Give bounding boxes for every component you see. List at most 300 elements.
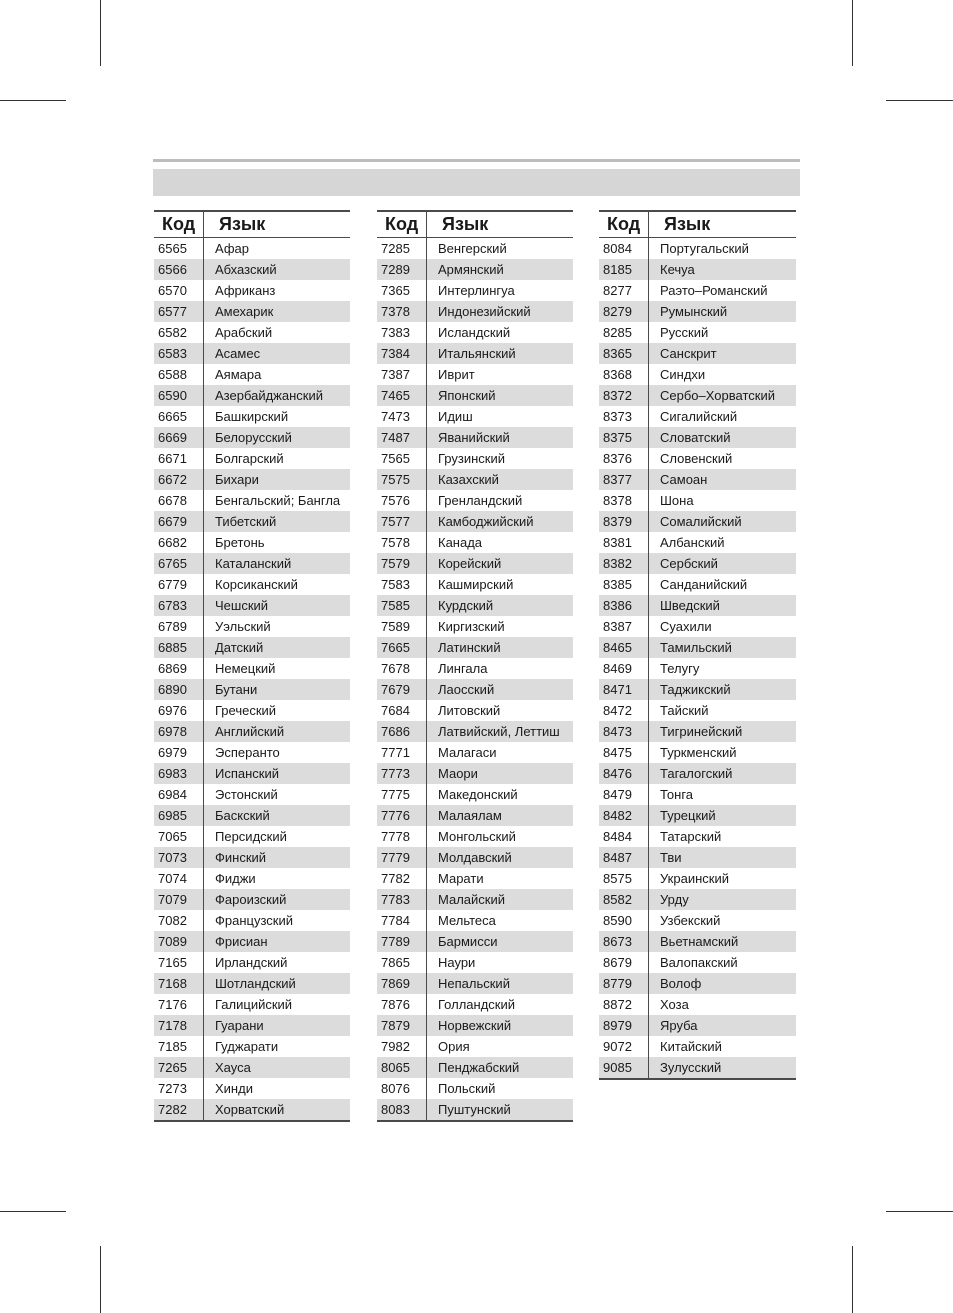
table-row xyxy=(377,469,573,490)
table-row xyxy=(377,1015,573,1036)
language-name: Канада xyxy=(438,535,483,550)
language-name: Чешский xyxy=(215,598,269,613)
language-code: 7686 xyxy=(377,721,427,742)
language-name: Эстонский xyxy=(215,787,278,802)
language-code: 6669 xyxy=(154,427,204,448)
language-code: 8372 xyxy=(599,385,649,406)
table-row xyxy=(377,973,573,994)
language-code: 6682 xyxy=(154,532,204,553)
language-code: 6783 xyxy=(154,595,204,616)
language-code: 8387 xyxy=(599,616,649,637)
language-code: 7876 xyxy=(377,994,427,1015)
table-row xyxy=(154,910,350,931)
language-code: 8185 xyxy=(599,259,649,280)
language-code: 8378 xyxy=(599,490,649,511)
language-code: 8065 xyxy=(377,1057,427,1078)
language-name: Аямара xyxy=(215,367,262,382)
language-code: 8375 xyxy=(599,427,649,448)
language-name: Азербайджанский xyxy=(215,388,323,403)
table-row xyxy=(599,490,796,511)
language-name: Абхазский xyxy=(215,262,277,277)
language-name: Итальянский xyxy=(438,346,516,361)
table-row xyxy=(154,259,350,280)
language-code: 7074 xyxy=(154,868,204,889)
table-row xyxy=(377,595,573,616)
language-name: Английский xyxy=(215,724,285,739)
table-row xyxy=(377,1057,573,1078)
language-name: Греческий xyxy=(215,703,277,718)
language-name: Лингала xyxy=(438,661,488,676)
table-header xyxy=(377,210,573,238)
language-code: 8279 xyxy=(599,301,649,322)
table-row xyxy=(154,1036,350,1057)
language-code: 7289 xyxy=(377,259,427,280)
language-name: Грузинский xyxy=(438,451,506,466)
language-code: 9085 xyxy=(599,1057,649,1078)
language-name: Мельтеса xyxy=(438,913,496,928)
language-code: 6984 xyxy=(154,784,204,805)
table-row xyxy=(154,1057,350,1078)
language-code: 8779 xyxy=(599,973,649,994)
language-name: Валопакский xyxy=(660,955,738,970)
language-code: 7865 xyxy=(377,952,427,973)
table-row xyxy=(599,469,796,490)
table-row xyxy=(599,427,796,448)
language-code: 7771 xyxy=(377,742,427,763)
table-row xyxy=(599,1057,796,1078)
language-name: Телугу xyxy=(660,661,700,676)
table-row xyxy=(154,1099,350,1120)
table-row xyxy=(154,322,350,343)
language-code: 8469 xyxy=(599,658,649,679)
language-code: 6672 xyxy=(154,469,204,490)
language-code: 6671 xyxy=(154,448,204,469)
language-column-header: Язык xyxy=(219,214,266,234)
language-code: 8471 xyxy=(599,679,649,700)
table-header xyxy=(154,210,350,238)
header-rule xyxy=(153,159,800,162)
table-row xyxy=(599,805,796,826)
language-code: 8382 xyxy=(599,553,649,574)
language-code: 7773 xyxy=(377,763,427,784)
language-name: Фароизский xyxy=(215,892,287,907)
language-name: Баскский xyxy=(215,808,270,823)
table-row xyxy=(154,637,350,658)
language-code: 7879 xyxy=(377,1015,427,1036)
table-row xyxy=(154,952,350,973)
language-name: Фиджи xyxy=(215,871,256,886)
language-code: 6588 xyxy=(154,364,204,385)
language-code: 7165 xyxy=(154,952,204,973)
language-name: Уэльский xyxy=(215,619,271,634)
language-code: 8076 xyxy=(377,1078,427,1099)
table-row xyxy=(599,385,796,406)
table-row xyxy=(599,826,796,847)
language-code: 6985 xyxy=(154,805,204,826)
language-name: Иврит xyxy=(438,367,475,382)
language-name: Марати xyxy=(438,871,484,886)
language-name: Тигринейский xyxy=(660,724,743,739)
language-code: 7678 xyxy=(377,658,427,679)
language-code: 6885 xyxy=(154,637,204,658)
table-row xyxy=(599,1015,796,1036)
language-code: 8582 xyxy=(599,889,649,910)
language-name: Афар xyxy=(215,241,249,256)
language-name: Болгарский xyxy=(215,451,284,466)
language-code: 7176 xyxy=(154,994,204,1015)
table-row xyxy=(154,511,350,532)
language-name: Амехарик xyxy=(215,304,274,319)
language-name: Раэто–Романский xyxy=(660,283,768,298)
table-row xyxy=(154,448,350,469)
table-row xyxy=(154,385,350,406)
table-row xyxy=(377,679,573,700)
table-row xyxy=(377,280,573,301)
language-name: Португальский xyxy=(660,241,749,256)
language-name: Корсиканский xyxy=(215,577,298,592)
language-name: Киргизский xyxy=(438,619,505,634)
language-name: Сербо–Хорватский xyxy=(660,388,775,403)
language-code: 7576 xyxy=(377,490,427,511)
code-column-header: Код xyxy=(377,212,427,237)
table-row xyxy=(599,1036,796,1057)
language-name: Таджикский xyxy=(660,682,731,697)
table-row xyxy=(377,637,573,658)
language-code: 7487 xyxy=(377,427,427,448)
language-code: 6590 xyxy=(154,385,204,406)
table-row xyxy=(377,910,573,931)
language-name: Синдхи xyxy=(660,367,706,382)
language-name: Французский xyxy=(215,913,293,928)
table-row xyxy=(377,889,573,910)
language-code: 7782 xyxy=(377,868,427,889)
table-row xyxy=(599,847,796,868)
language-code: 8377 xyxy=(599,469,649,490)
language-name: Тибетский xyxy=(215,514,277,529)
language-name: Вьетнамский xyxy=(660,934,739,949)
table-row xyxy=(599,931,796,952)
code-column-header: Код xyxy=(154,212,204,237)
language-code: 8465 xyxy=(599,637,649,658)
language-code: 7465 xyxy=(377,385,427,406)
language-code: 6566 xyxy=(154,259,204,280)
language-code: 7387 xyxy=(377,364,427,385)
table-row xyxy=(599,889,796,910)
language-name: Голландский xyxy=(438,997,515,1012)
language-code-table-2 xyxy=(377,210,573,1122)
language-code: 7383 xyxy=(377,322,427,343)
language-code: 6779 xyxy=(154,574,204,595)
table-row xyxy=(377,1078,573,1099)
language-code: 8365 xyxy=(599,343,649,364)
table-row xyxy=(154,427,350,448)
language-code: 8487 xyxy=(599,847,649,868)
language-code: 7365 xyxy=(377,280,427,301)
table-row xyxy=(599,742,796,763)
language-name: Кашмирский xyxy=(438,577,514,592)
language-name: Латвийский, Леттиш xyxy=(438,724,560,739)
language-code: 8285 xyxy=(599,322,649,343)
language-name: Лаосский xyxy=(438,682,495,697)
language-name: Польский xyxy=(438,1081,496,1096)
table-row xyxy=(377,994,573,1015)
language-name: Венгерский xyxy=(438,241,507,256)
table-row xyxy=(154,364,350,385)
language-code: 8979 xyxy=(599,1015,649,1036)
table-row xyxy=(599,679,796,700)
table-row xyxy=(377,931,573,952)
table-row xyxy=(599,238,796,259)
table-row xyxy=(154,700,350,721)
language-name: Гуарани xyxy=(215,1018,264,1033)
language-code: 8385 xyxy=(599,574,649,595)
table-row xyxy=(377,532,573,553)
table-row xyxy=(377,805,573,826)
language-name: Башкирский xyxy=(215,409,289,424)
language-name: Туркменский xyxy=(660,745,737,760)
table-row xyxy=(599,280,796,301)
language-code: 7473 xyxy=(377,406,427,427)
table-row xyxy=(599,910,796,931)
language-code: 6978 xyxy=(154,721,204,742)
language-code: 6678 xyxy=(154,490,204,511)
language-name: Испанский xyxy=(215,766,280,781)
language-code: 7378 xyxy=(377,301,427,322)
language-code: 6570 xyxy=(154,280,204,301)
language-name: Малайский xyxy=(438,892,505,907)
language-name: Хауса xyxy=(215,1060,251,1075)
table-row xyxy=(599,448,796,469)
language-name: Украинский xyxy=(660,871,729,886)
language-name: Малаялам xyxy=(438,808,502,823)
language-code: 7784 xyxy=(377,910,427,931)
table-row xyxy=(377,406,573,427)
language-name: Македонский xyxy=(438,787,518,802)
language-name: Монгольский xyxy=(438,829,516,844)
table-row xyxy=(154,784,350,805)
table-row xyxy=(377,553,573,574)
language-code: 7265 xyxy=(154,1057,204,1078)
language-name: Немецкий xyxy=(215,661,276,676)
language-name: Гренландский xyxy=(438,493,523,508)
table-row xyxy=(154,826,350,847)
table-row xyxy=(377,847,573,868)
table-row xyxy=(154,847,350,868)
language-code: 7579 xyxy=(377,553,427,574)
language-name: Бихари xyxy=(215,472,259,487)
table-row xyxy=(377,238,573,259)
language-code: 8479 xyxy=(599,784,649,805)
table-row xyxy=(154,763,350,784)
language-name: Молдавский xyxy=(438,850,512,865)
table-row xyxy=(599,784,796,805)
language-name: Хоза xyxy=(660,997,689,1012)
language-name: Тви xyxy=(660,850,682,865)
language-code: 7585 xyxy=(377,595,427,616)
language-name: Пуштунский xyxy=(438,1102,511,1117)
language-code: 7273 xyxy=(154,1078,204,1099)
language-code: 7778 xyxy=(377,826,427,847)
language-code: 6583 xyxy=(154,343,204,364)
language-name: Урду xyxy=(660,892,689,907)
table-row xyxy=(154,616,350,637)
language-code: 7082 xyxy=(154,910,204,931)
language-code: 7384 xyxy=(377,343,427,364)
table-row xyxy=(154,994,350,1015)
language-column-header: Язык xyxy=(664,214,711,234)
language-name: Албанский xyxy=(660,535,725,550)
table-row xyxy=(377,826,573,847)
language-code: 6765 xyxy=(154,553,204,574)
language-code: 7789 xyxy=(377,931,427,952)
language-code: 8476 xyxy=(599,763,649,784)
language-name: Тайский xyxy=(660,703,709,718)
language-code: 7089 xyxy=(154,931,204,952)
language-column-header: Язык xyxy=(442,214,489,234)
language-code: 7073 xyxy=(154,847,204,868)
table-row xyxy=(599,364,796,385)
language-name: Галицийский xyxy=(215,997,293,1012)
language-name: Сигалийский xyxy=(660,409,738,424)
table-row xyxy=(377,763,573,784)
language-name: Бенгальский; Бангла xyxy=(215,493,341,508)
language-name: Корейский xyxy=(438,556,502,571)
table-row xyxy=(377,364,573,385)
language-name: Тамильский xyxy=(660,640,732,655)
crop-mark xyxy=(852,0,853,66)
language-code: 7065 xyxy=(154,826,204,847)
language-code: 6582 xyxy=(154,322,204,343)
language-code: 7869 xyxy=(377,973,427,994)
table-row xyxy=(377,343,573,364)
language-name: Пенджабский xyxy=(438,1060,520,1075)
language-name: Словатский xyxy=(660,430,731,445)
table-row xyxy=(154,931,350,952)
language-code: 7282 xyxy=(154,1099,204,1120)
language-name: Эсперанто xyxy=(215,745,280,760)
language-code: 7589 xyxy=(377,616,427,637)
table-row xyxy=(154,1015,350,1036)
language-code: 7775 xyxy=(377,784,427,805)
crop-mark xyxy=(0,1211,66,1212)
language-name: Словенский xyxy=(660,451,733,466)
language-name: Маори xyxy=(438,766,478,781)
table-row xyxy=(377,721,573,742)
language-code: 7185 xyxy=(154,1036,204,1057)
table-row xyxy=(377,259,573,280)
language-name: Арабский xyxy=(215,325,273,340)
language-code: 7982 xyxy=(377,1036,427,1057)
language-code: 8277 xyxy=(599,280,649,301)
language-code: 9072 xyxy=(599,1036,649,1057)
language-name: Китайский xyxy=(660,1039,722,1054)
table-row xyxy=(154,1078,350,1099)
table-row xyxy=(599,637,796,658)
language-code: 7583 xyxy=(377,574,427,595)
table-row xyxy=(154,742,350,763)
crop-mark xyxy=(886,100,953,101)
table-row xyxy=(599,700,796,721)
language-code: 7285 xyxy=(377,238,427,259)
language-code: 7565 xyxy=(377,448,427,469)
language-code: 7577 xyxy=(377,511,427,532)
language-code: 8872 xyxy=(599,994,649,1015)
language-name: Ирландский xyxy=(215,955,288,970)
language-name: Узбекский xyxy=(660,913,721,928)
language-name: Тонга xyxy=(660,787,694,802)
language-name: Шона xyxy=(660,493,694,508)
language-code: 7079 xyxy=(154,889,204,910)
language-name: Малагаси xyxy=(438,745,497,760)
language-code: 8590 xyxy=(599,910,649,931)
language-name: Санскрит xyxy=(660,346,717,361)
table-row xyxy=(377,742,573,763)
crop-mark xyxy=(852,1246,853,1313)
table-row xyxy=(377,448,573,469)
language-code: 6983 xyxy=(154,763,204,784)
language-code: 8472 xyxy=(599,700,649,721)
language-name: Исландский xyxy=(438,325,511,340)
table-row xyxy=(599,574,796,595)
table-row xyxy=(154,595,350,616)
table-row xyxy=(599,322,796,343)
language-name: Казахский xyxy=(438,472,499,487)
language-code: 8379 xyxy=(599,511,649,532)
table-row xyxy=(154,574,350,595)
table-row xyxy=(154,889,350,910)
table-header xyxy=(599,210,796,238)
table-row xyxy=(599,616,796,637)
table-row xyxy=(599,595,796,616)
language-name: Ория xyxy=(438,1039,470,1054)
language-code: 8368 xyxy=(599,364,649,385)
table-row xyxy=(599,994,796,1015)
language-name: Белорусский xyxy=(215,430,292,445)
language-code: 6976 xyxy=(154,700,204,721)
table-row xyxy=(599,721,796,742)
language-name: Латинский xyxy=(438,640,501,655)
language-code: 7679 xyxy=(377,679,427,700)
table-row xyxy=(377,301,573,322)
table-row xyxy=(599,406,796,427)
language-code: 8381 xyxy=(599,532,649,553)
language-name: Тагалогский xyxy=(660,766,733,781)
table-row xyxy=(377,616,573,637)
language-name: Хинди xyxy=(215,1081,253,1096)
table-row xyxy=(377,574,573,595)
language-code: 8373 xyxy=(599,406,649,427)
table-row xyxy=(377,868,573,889)
language-code: 7168 xyxy=(154,973,204,994)
language-name: Самоан xyxy=(660,472,708,487)
crop-mark xyxy=(100,1246,101,1313)
crop-mark xyxy=(0,100,66,101)
table-row xyxy=(154,553,350,574)
language-name: Суахили xyxy=(660,619,712,634)
table-row xyxy=(377,700,573,721)
table-row xyxy=(377,1099,573,1120)
table-row xyxy=(154,532,350,553)
language-name: Непальский xyxy=(438,976,510,991)
language-name: Индонезийский xyxy=(438,304,531,319)
language-name: Литовский xyxy=(438,703,501,718)
language-code: 7665 xyxy=(377,637,427,658)
language-code: 8679 xyxy=(599,952,649,973)
crop-mark xyxy=(886,1211,953,1212)
language-name: Асамес xyxy=(215,346,261,361)
language-name: Сомалийский xyxy=(660,514,742,529)
language-name: Шотландский xyxy=(215,976,296,991)
